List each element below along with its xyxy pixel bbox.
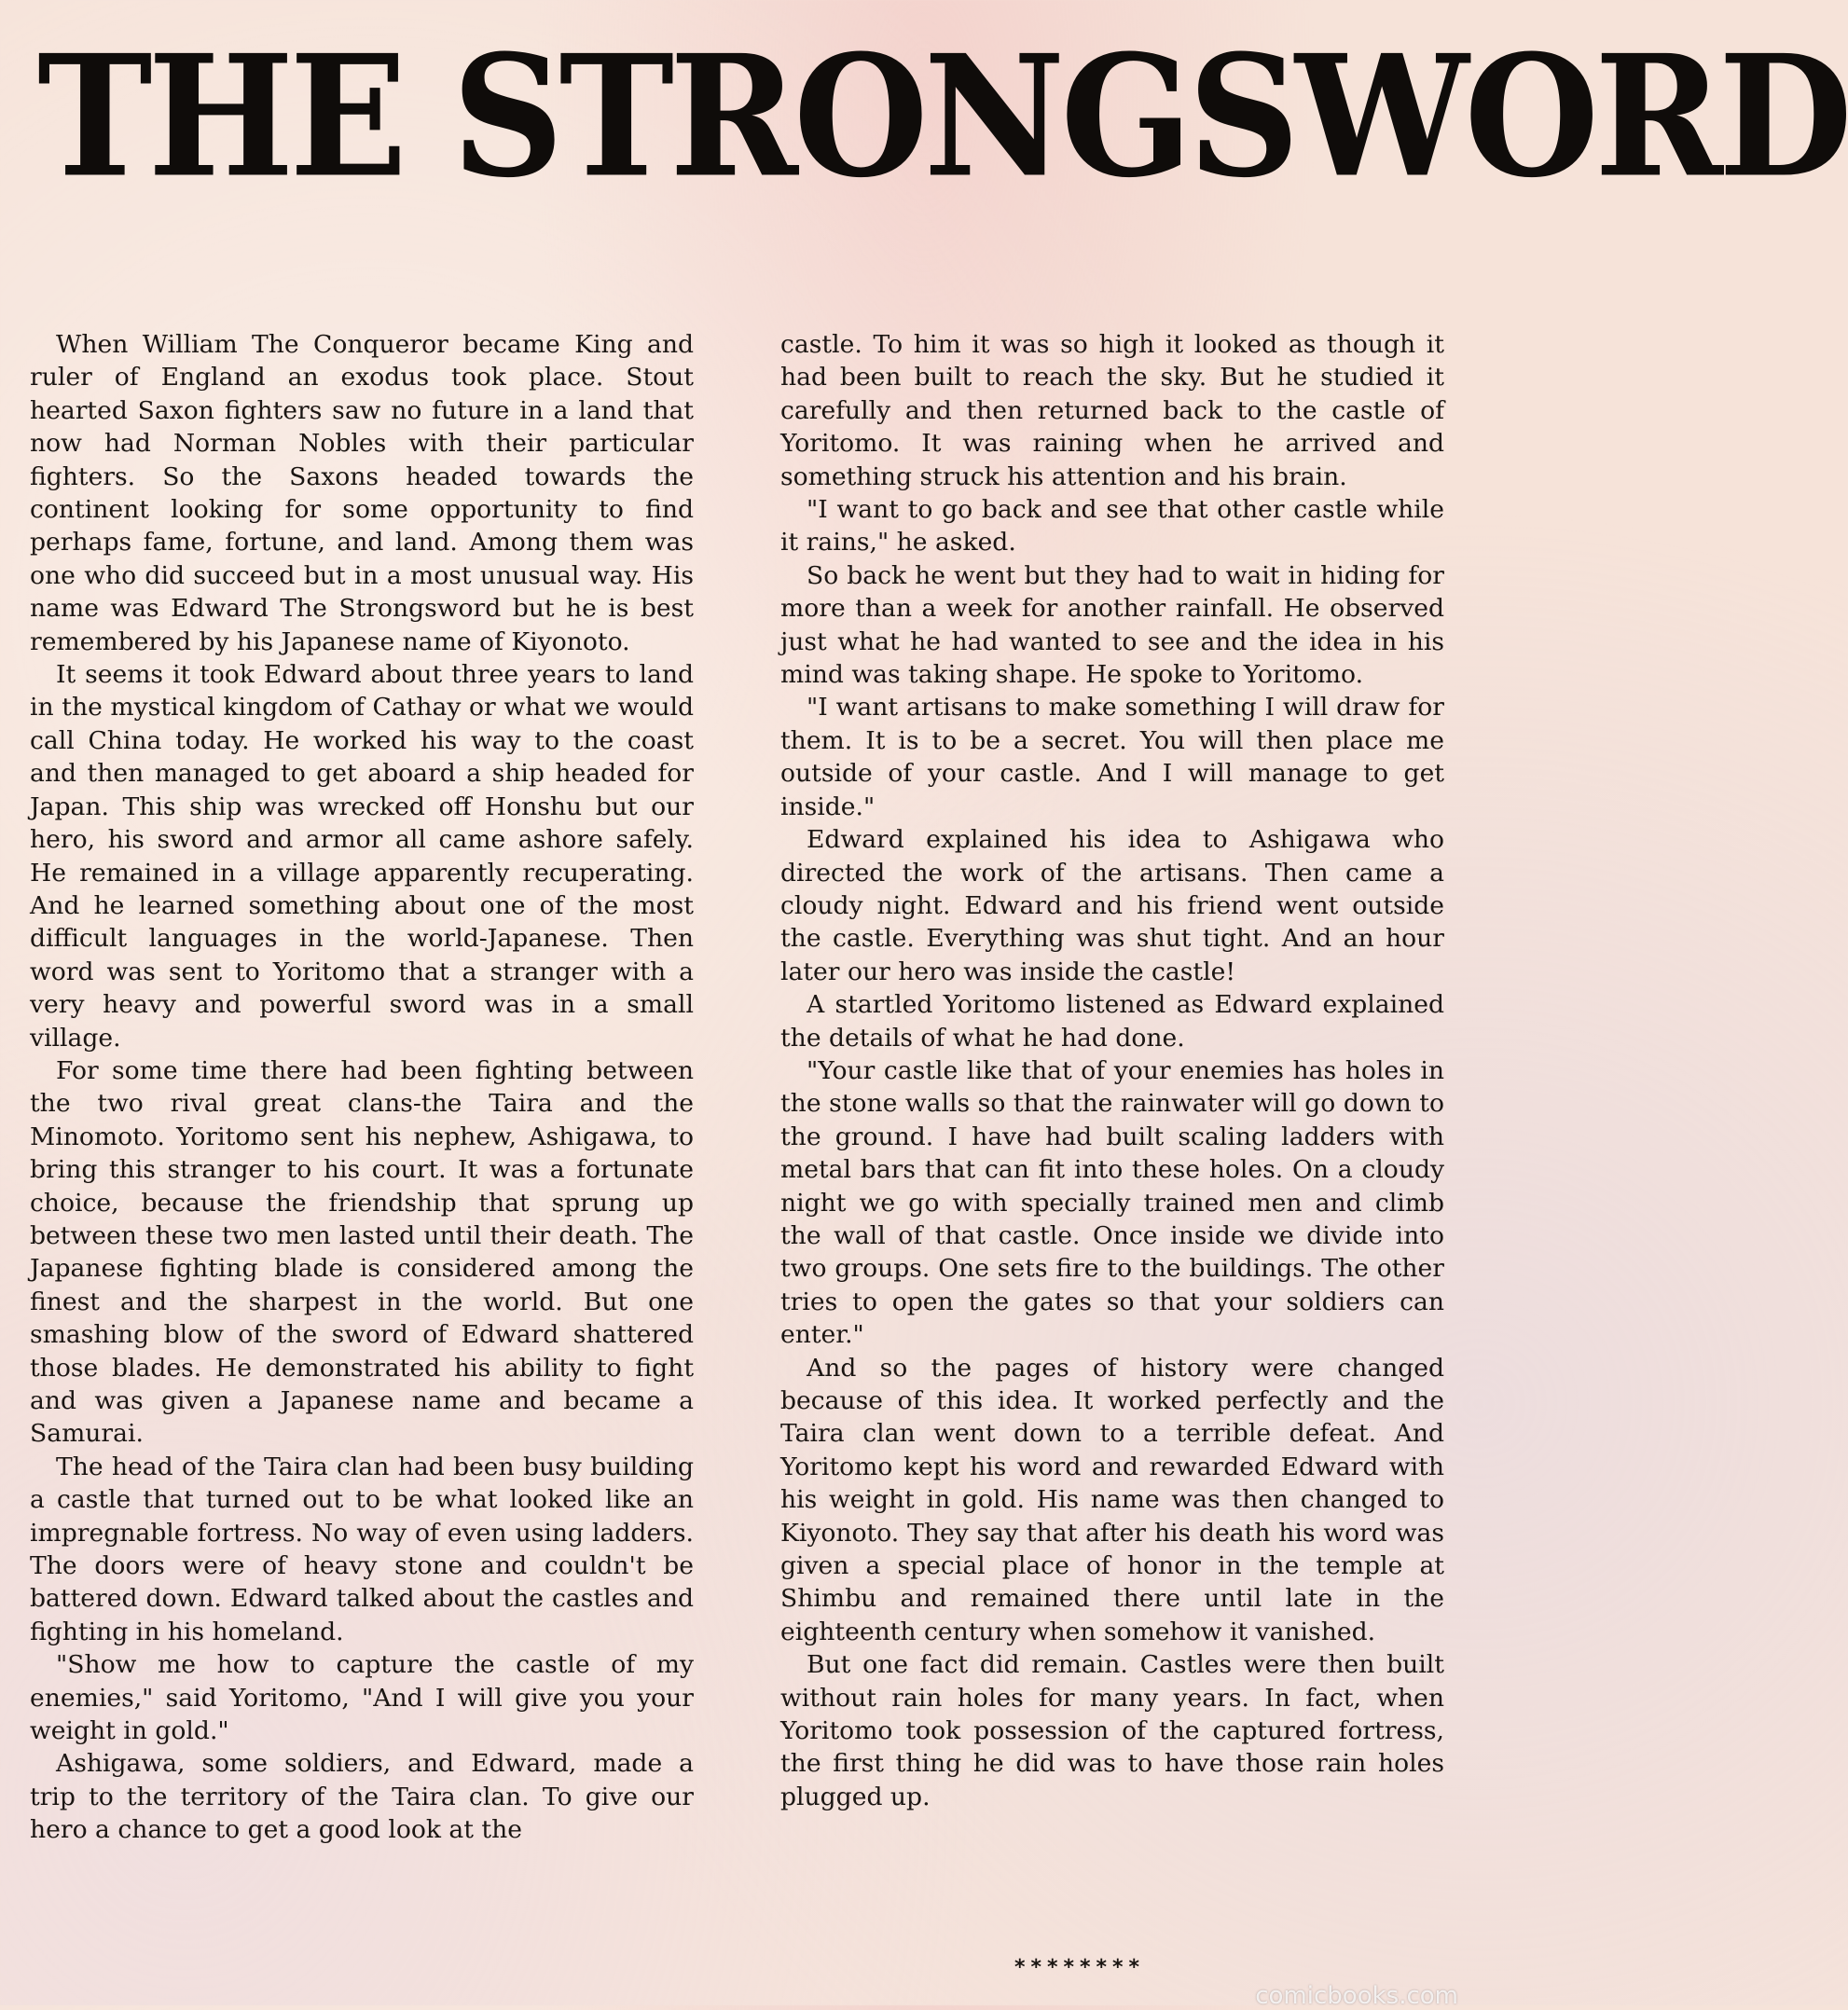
paragraph: "I want to go back and see that other castle while it rains," he asked.	[780, 495, 1444, 558]
paragraph: For some time there had been fighting between the two rival great clans-the Taira and the Minomoto. Yoritomo sent his nephew, Ashigawa, to bring this stranger to his court. It was a fortunate choice, because the friendship that sprung up between these two men lasted until their death. The Japanese fighting blade is considered among the finest and the sharpest in the world. But one smashing blow of the sword of Edward shattered those blades. He demonstrated his ability to fight and was given a Japanese name and became a Samurai.	[30, 1055, 694, 1449]
paragraph: But one fact did remain. Castles were then built without rain holes for many years. In fact, when Yoritomo took possession of the captured fortress, the first thing he did was to have those rain holes plugged up.	[780, 1650, 1444, 1811]
paragraph: When William The Conqueror became King and ruler of England an exodus took place. Stout hearted Saxon fighters saw no future in a land that now had Norman Nobles with their particular fighters. So the Saxons headed towards the continent looking for some opportunity to find perhaps fame, fortune, and land. Among them was one who did succeed but in a most unusual way. His name was Edward The Strongsword but he is best remembered by his Japanese name of Kiyonoto.	[30, 330, 694, 656]
paragraph: It seems it took Edward about three years to land in the mystical kingdom of Cathay or what we would call China today. He worked his way to the coast and then managed to get aboard a ship headed for Japan. This ship was wrecked off Honshu but our hero, his sword and armor all came ashore safely. He remained in a village apparently recuperating. And he learned something about one of the most difficult languages in the world-Japanese. Then word was sent to Yoritomo that a stranger with a very heavy and powerful sword was in a small village.	[30, 660, 694, 1053]
paragraph: castle. To him it was so high it looked as though it had been built to reach the sky. But he studied it carefully and then returned back to the castle of Yoritomo. It was raining when he arrived and something struck his attention and his brain.	[780, 330, 1444, 491]
paragraph: "Your castle like that of your enemies has holes in the stone walls so that the rainwater will go down to the ground. I have had built scaling ladders with metal bars that can fit into these holes. On a cloudy night we go with specially trained men and climb the wall of that castle. Once inside we divide into two groups. One sets fire to the buildings. The other tries to open the gates so that your soldiers can enter."	[780, 1055, 1444, 1350]
left-column	[30, 328, 694, 1847]
article-body	[30, 328, 1466, 1894]
paragraph: Ashigawa, some soldiers, and Edward, made a trip to the territory of the Taira clan. To give our hero a chance to get a good look at the	[30, 1749, 694, 1845]
paragraph: The head of the Taira clan had been busy building a castle that turned out to be what looked like an impregnable fortress. No way of even using ladders. The doors were of heavy stone and couldn't be battered down. Edward talked about the castles and fighting in his homeland.	[30, 1452, 694, 1646]
paragraph: "Show me how to capture the castle of my enemies," said Yoritomo, "And I will give you your weight in gold."	[30, 1650, 694, 1746]
end-mark: ********	[1014, 1956, 1146, 1979]
article-title: THE STRONGSWORD	[37, 19, 1848, 215]
paragraph: Edward explained his idea to Ashigawa who directed the work of the artisans. Then came a cloudy night. Edward and his friend went outside the castle. Everything was shut tight. And an hour later our hero was inside the castle!	[780, 825, 1444, 986]
right-column	[780, 328, 1444, 1813]
paragraph: A startled Yoritomo listened as Edward explained the details of what he had done.	[780, 990, 1444, 1053]
paragraph: "I want artisans to make something I will draw for them. It is to be a secret. You will then place me outside of your castle. And I will manage to get inside."	[780, 693, 1444, 821]
paragraph: And so the pages of history were changed because of this idea. It worked perfectly and the Taira clan went down to a terrible defeat. And Yoritomo kept his word and rewarded Edward with his weight in gold. His name was then changed to Kiyonoto. They say that after his death his word was given a special place of honor in the temple at Shimbu and remained there until late in the eighteenth century when somehow it vanished.	[780, 1353, 1444, 1646]
paragraph: So back he went but they had to wait in hiding for more than a week for another rainfall. He observed just what he had wanted to see and the idea in his mind was taking shape. He spoke to Yoritomo.	[780, 560, 1444, 690]
watermark: comicbooks.com	[1255, 1982, 1458, 2010]
